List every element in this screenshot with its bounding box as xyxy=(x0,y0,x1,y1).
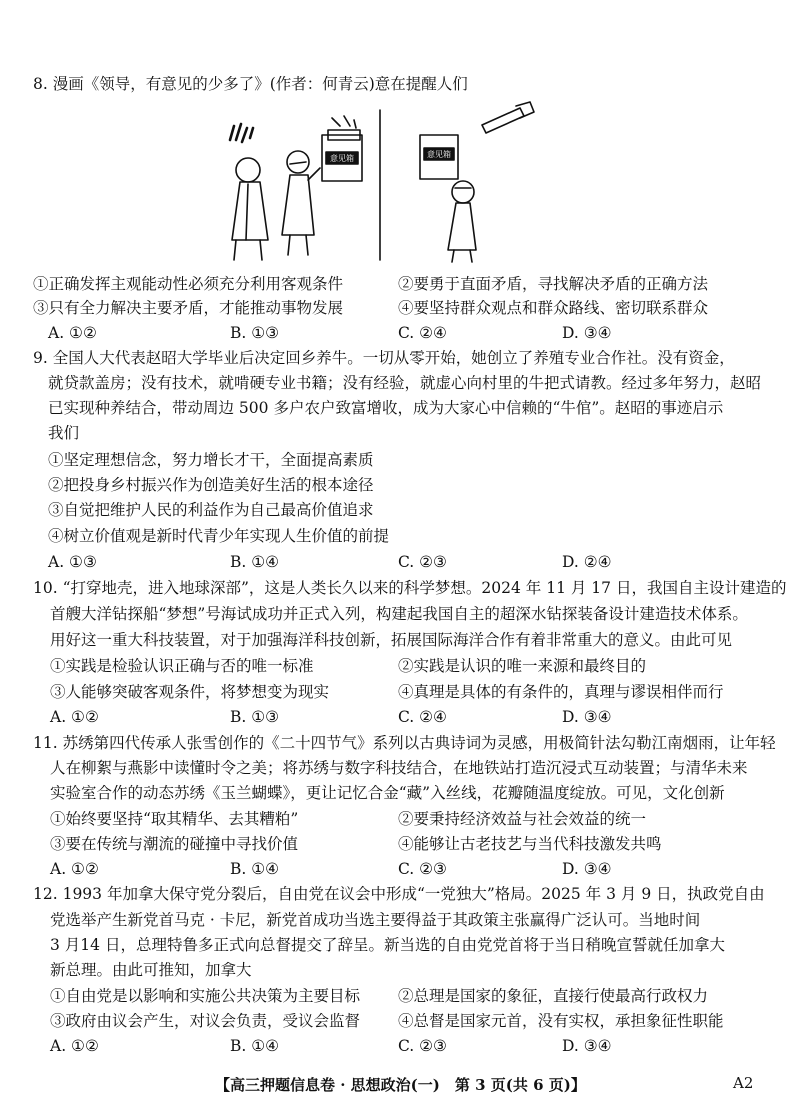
cartoon-box-label-left: 意见箱 xyxy=(330,154,354,163)
q11-line-3: 实验室合作的动态苏绣《玉兰蝴蝶》，更让记忆合金“藏”入丝线，花瓣随温度绽放。可见，文化创新 xyxy=(50,784,725,802)
q12-option-3: ③政府由议会产生，对议会负责，受议会监督 xyxy=(50,1012,361,1030)
q9-choice-a: A. ①③ xyxy=(48,553,97,571)
q11-choice-a: A. ①② xyxy=(50,860,99,878)
q9-option-4: ④树立价值观是新时代青少年实现人生价值的前提 xyxy=(48,527,390,545)
q12-line-3: 3 月14 日，总理特鲁多正式向总督提交了辞呈。新当选的自由党党首将于当日稍晚宣誓就任加拿大 xyxy=(50,936,725,954)
q12-line-1: 12. 1993 年加拿大保守党分裂后，自由党在议会中形成“一党独大”格局。2025 年 3 月 9 日，执政党自由 xyxy=(33,885,765,903)
q10-line-3: 用好这一重大科技装置，对于加强海洋科技创新，拓展国际海洋合作有着非常重大的意义。由此可见 xyxy=(50,631,733,649)
q10-line-2: 首艘大洋钻探船“梦想”号海试成功并正式入列，构建起我国自主的超深水钻探装备设计建造技术体系。 xyxy=(50,605,748,623)
q11-option-3: ③要在传统与潮流的碰撞中寻找价值 xyxy=(50,835,299,853)
q12-option-2: ②总理是国家的象征，直接行使最高行政权力 xyxy=(398,987,709,1005)
q10-line-1: 10. “打穿地壳，进入地球深部”，这是人类长久以来的科学梦想。2024 年 11 月 17 日，我国自主设计建造的 xyxy=(33,579,787,597)
q8-option-4: ④要坚持群众观点和群众路线、密切联系群众 xyxy=(398,299,709,317)
q9-choice-d: D. ②④ xyxy=(562,553,612,571)
q12-choice-c: C. ②③ xyxy=(398,1037,447,1055)
q10-option-1: ①实践是检验认识正确与否的唯一标准 xyxy=(50,657,314,675)
q9-line-2: 就贷款盖房；没有技术，就啃硬专业书籍；没有经验，就虚心向村里的牛把式请教。经过多年努力，赵昭 xyxy=(48,374,762,392)
q8-choice-d: D. ③④ xyxy=(562,324,612,342)
page-footer: 【高三押题信息卷 · 思想政治(一) 第 3 页(共 6 页)】 xyxy=(215,1076,586,1094)
q8-stem: 8. 漫画《领导，有意见的少多了》(作者：何青云)意在提醒人们 xyxy=(33,75,468,93)
cartoon-image xyxy=(220,100,560,265)
q9-line-1: 9. 全国人大代表赵昭大学毕业后决定回乡养牛。一切从零开始，她创立了养殖专业合作社。没有资金， xyxy=(33,349,735,367)
q11-line-1: 11. 苏绣第四代传承人张雪创作的《二十四节气》系列以古典诗词为灵感，用极简针法勾勒江南烟雨，让年轻 xyxy=(33,734,776,752)
q9-option-2: ②把投身乡村振兴作为创造美好生活的根本途径 xyxy=(48,476,374,494)
q11-option-1: ①始终要坚持“取其精华、去其糟粕” xyxy=(50,810,299,828)
q9-choice-c: C. ②③ xyxy=(398,553,447,571)
q10-choice-d: D. ③④ xyxy=(562,708,612,726)
q8-option-2: ②要勇于直面矛盾，寻找解决矛盾的正确方法 xyxy=(398,275,709,293)
q9-line-3: 已实现种养结合，带动周边 500 多户农户致富增收，成为大家心中信赖的“牛倌”。赵昭的事迹启示 xyxy=(48,399,724,417)
q11-line-2: 人在柳絮与燕影中读懂时令之美；将苏绣与数字科技结合，在地铁站打造沉浸式互动装置；与清华未来 xyxy=(50,759,748,777)
q10-choice-c: C. ②④ xyxy=(398,708,447,726)
cartoon-box-label-right: 意见箱 xyxy=(427,150,451,159)
q8-option-3: ③只有全力解决主要矛盾，才能推动事物发展 xyxy=(33,299,344,317)
q12-line-2: 党选举产生新党首马克 · 卡尼，新党首成功当选主要得益于其政策主张赢得广泛认可。当地时间 xyxy=(50,911,701,929)
q12-choice-d: D. ③④ xyxy=(562,1037,612,1055)
q11-option-2: ②要秉持经济效益与社会效益的统一 xyxy=(398,810,647,828)
q12-option-4: ④总督是国家元首，没有实权，承担象征性职能 xyxy=(398,1012,724,1030)
q9-option-1: ①坚定理想信念，努力增长才干，全面提高素质 xyxy=(48,451,374,469)
q12-option-1: ①自由党是以影响和实施公共决策为主要目标 xyxy=(50,987,361,1005)
q8-choice-c: C. ②④ xyxy=(398,324,447,342)
q11-choice-c: C. ②③ xyxy=(398,860,447,878)
paper-code: A2 xyxy=(733,1074,754,1092)
q9-line-4: 我们 xyxy=(48,424,80,442)
q12-choice-a: A. ①② xyxy=(50,1037,99,1055)
q10-choice-a: A. ①② xyxy=(50,708,99,726)
q10-option-4: ④真理是具体的有条件的，真理与谬误相伴而行 xyxy=(398,683,724,701)
q8-choice-b: B. ①③ xyxy=(230,324,280,342)
q11-option-4: ④能够让古老技艺与当代科技激发共鸣 xyxy=(398,835,662,853)
q10-option-3: ③人能够突破客观条件，将梦想变为现实 xyxy=(50,683,330,701)
q11-choice-d: D. ③④ xyxy=(562,860,612,878)
q12-choice-b: B. ①④ xyxy=(230,1037,280,1055)
q12-line-4: 新总理。由此可推知，加拿大 xyxy=(50,961,252,979)
q10-choice-b: B. ①③ xyxy=(230,708,280,726)
q9-choice-b: B. ①④ xyxy=(230,553,280,571)
q11-choice-b: B. ①④ xyxy=(230,860,280,878)
q10-option-2: ②实践是认识的唯一来源和最终目的 xyxy=(398,657,647,675)
q8-choice-a: A. ①② xyxy=(48,324,97,342)
q9-option-3: ③自觉把维护人民的利益作为自己最高价值追求 xyxy=(48,501,374,519)
q8-option-1: ①正确发挥主观能动性必须充分利用客观条件 xyxy=(33,275,344,293)
